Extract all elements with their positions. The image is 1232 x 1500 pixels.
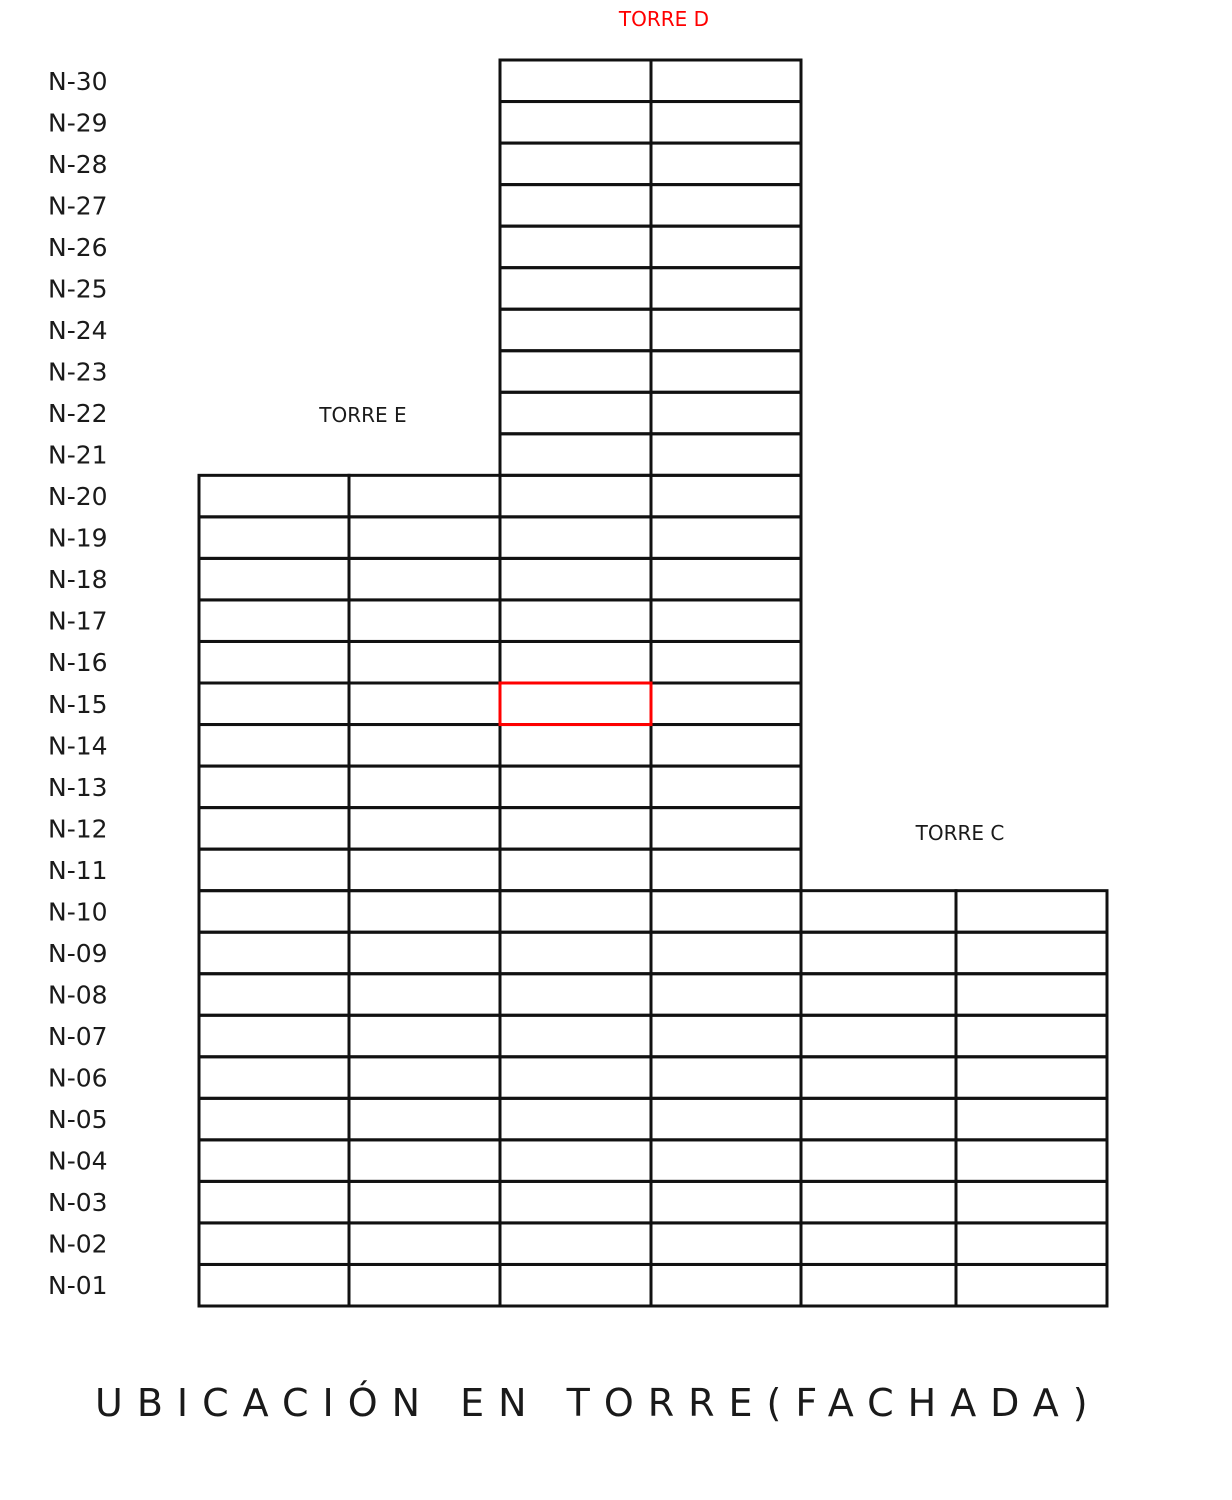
facade-cell (349, 725, 500, 767)
facade-cell (651, 1057, 801, 1099)
facade-cell (199, 808, 349, 850)
facade-cell (199, 849, 349, 891)
level-label: N-01 (48, 1271, 108, 1301)
facade-cell (801, 891, 956, 933)
facade-cell (500, 102, 651, 144)
facade-cell (956, 891, 1107, 933)
facade-cell (500, 1015, 651, 1057)
facade-cell (199, 558, 349, 600)
facade-cell (500, 143, 651, 185)
facade-cell (500, 434, 651, 476)
facade-cell (956, 1057, 1107, 1099)
facade-cell (651, 1140, 801, 1182)
level-label: N-20 (48, 482, 108, 512)
level-label: N-13 (48, 772, 108, 802)
facade-cell (801, 1223, 956, 1265)
level-label: N-15 (48, 689, 108, 719)
facade-cell (500, 600, 651, 642)
level-label: N-02 (48, 1229, 108, 1259)
facade-cell (500, 1098, 651, 1140)
facade-cell (801, 932, 956, 974)
facade-cell (500, 891, 651, 933)
level-label: N-05 (48, 1105, 108, 1135)
facade-cell (500, 309, 651, 351)
level-label: N-14 (48, 731, 108, 761)
level-label: N-23 (48, 357, 108, 387)
facade-cell (349, 808, 500, 850)
level-label: N-11 (48, 855, 108, 885)
level-label: N-07 (48, 1022, 108, 1052)
facade-cell (199, 1057, 349, 1099)
facade-cell (500, 808, 651, 850)
level-label: N-25 (48, 274, 108, 304)
level-label: N-26 (48, 232, 108, 262)
facade-cell (651, 102, 801, 144)
facade-cell (651, 974, 801, 1016)
facade-cell (349, 1015, 500, 1057)
level-label: N-17 (48, 606, 108, 636)
facade-cell (500, 974, 651, 1016)
facade-cell (500, 517, 651, 559)
facade-cell (349, 766, 500, 808)
facade-cell (651, 268, 801, 310)
facade-cell (199, 475, 349, 517)
facade-cell (349, 1057, 500, 1099)
facade-cell (349, 849, 500, 891)
facade-cell (956, 974, 1107, 1016)
tower-e-label: TORRE E (319, 403, 407, 427)
diagram-caption: UBICACIÓN EN TORRE(FACHADA) (95, 1381, 1102, 1425)
facade-cell (349, 932, 500, 974)
facade-cell (500, 1223, 651, 1265)
facade-cell (956, 1015, 1107, 1057)
tower-d-label: TORRE D (618, 7, 710, 31)
level-label: N-16 (48, 648, 108, 678)
facade-grid (199, 60, 1107, 1306)
facade-cell (500, 475, 651, 517)
facade-cell (651, 600, 801, 642)
facade-cell (500, 226, 651, 268)
facade-cell (651, 517, 801, 559)
facade-cell (651, 849, 801, 891)
facade-cell (801, 1140, 956, 1182)
level-label: N-27 (48, 191, 108, 221)
facade-cell (956, 1223, 1107, 1265)
facade-cell (349, 600, 500, 642)
facade-cell (199, 517, 349, 559)
facade-cell (500, 725, 651, 767)
facade-cell (651, 766, 801, 808)
facade-cell (651, 932, 801, 974)
level-label: N-09 (48, 938, 108, 968)
facade-cell (500, 766, 651, 808)
facade-cell (500, 185, 651, 227)
level-label: N-22 (48, 399, 108, 429)
facade-cell (651, 891, 801, 933)
facade-cell (801, 1015, 956, 1057)
facade-cell (199, 600, 349, 642)
facade-cell (500, 1264, 651, 1306)
facade-cell (651, 725, 801, 767)
facade-cell (199, 1015, 349, 1057)
facade-cell (651, 1181, 801, 1223)
facade-cell (651, 60, 801, 102)
facade-cell (651, 1015, 801, 1057)
facade-cell (651, 226, 801, 268)
facade-cell (349, 641, 500, 683)
facade-cell (651, 351, 801, 393)
facade-cell (500, 1057, 651, 1099)
facade-cell (651, 309, 801, 351)
facade-cell (349, 974, 500, 1016)
facade-cell (199, 766, 349, 808)
facade-cell (500, 351, 651, 393)
facade-cell (349, 1264, 500, 1306)
facade-cell (199, 1098, 349, 1140)
facade-cell (651, 1264, 801, 1306)
level-label: N-12 (48, 814, 108, 844)
facade-cell (801, 1057, 956, 1099)
facade-cell (651, 808, 801, 850)
facade-cell (956, 1140, 1107, 1182)
facade-cell (500, 60, 651, 102)
facade-cell (199, 641, 349, 683)
facade-cell (349, 517, 500, 559)
level-label: N-30 (48, 66, 108, 96)
facade-cell (500, 641, 651, 683)
facade-cell (651, 143, 801, 185)
facade-cell (199, 891, 349, 933)
facade-cell (801, 1181, 956, 1223)
facade-cell (956, 1264, 1107, 1306)
facade-cell (801, 974, 956, 1016)
facade-cell (349, 1223, 500, 1265)
facade-cell (500, 1181, 651, 1223)
highlighted-unit (500, 683, 651, 725)
facade-cell (651, 1223, 801, 1265)
facade-cell (199, 1223, 349, 1265)
facade-cell (956, 932, 1107, 974)
facade-cell (500, 932, 651, 974)
facade-cell (651, 558, 801, 600)
facade-cell (349, 891, 500, 933)
facade-cell (199, 1181, 349, 1223)
level-label: N-21 (48, 440, 108, 470)
facade-cell (500, 558, 651, 600)
facade-cell (349, 1098, 500, 1140)
level-label: N-29 (48, 108, 108, 138)
facade-cell (651, 683, 801, 725)
facade-cell (651, 475, 801, 517)
facade-cell (500, 1140, 651, 1182)
facade-cell (199, 1140, 349, 1182)
facade-cell (349, 683, 500, 725)
level-label: N-18 (48, 565, 108, 595)
facade-cell (199, 974, 349, 1016)
level-label: N-08 (48, 980, 108, 1010)
facade-cell (500, 392, 651, 434)
level-label: N-03 (48, 1188, 108, 1218)
facade-cell (801, 1264, 956, 1306)
facade-cell (500, 849, 651, 891)
facade-cell (199, 932, 349, 974)
level-labels (48, 67, 108, 1300)
level-label: N-19 (48, 523, 108, 553)
facade-cell (500, 268, 651, 310)
facade-cell (199, 1264, 349, 1306)
level-label: N-10 (48, 897, 108, 927)
facade-cell (956, 1098, 1107, 1140)
facade-cell (349, 475, 500, 517)
level-label: N-24 (48, 315, 108, 345)
facade-cell (801, 1098, 956, 1140)
tower-c-label: TORRE C (915, 821, 1005, 845)
facade-cell (349, 558, 500, 600)
level-label: N-06 (48, 1063, 108, 1093)
facade-cell (199, 725, 349, 767)
facade-cell (349, 1181, 500, 1223)
facade-cell (651, 185, 801, 227)
facade-cell (651, 1098, 801, 1140)
facade-cell (199, 683, 349, 725)
facade-cell (349, 1140, 500, 1182)
facade-cell (651, 434, 801, 476)
facade-cell (956, 1181, 1107, 1223)
facade-cell (651, 641, 801, 683)
level-label: N-04 (48, 1146, 108, 1176)
level-label: N-28 (48, 149, 108, 179)
facade-cell (651, 392, 801, 434)
